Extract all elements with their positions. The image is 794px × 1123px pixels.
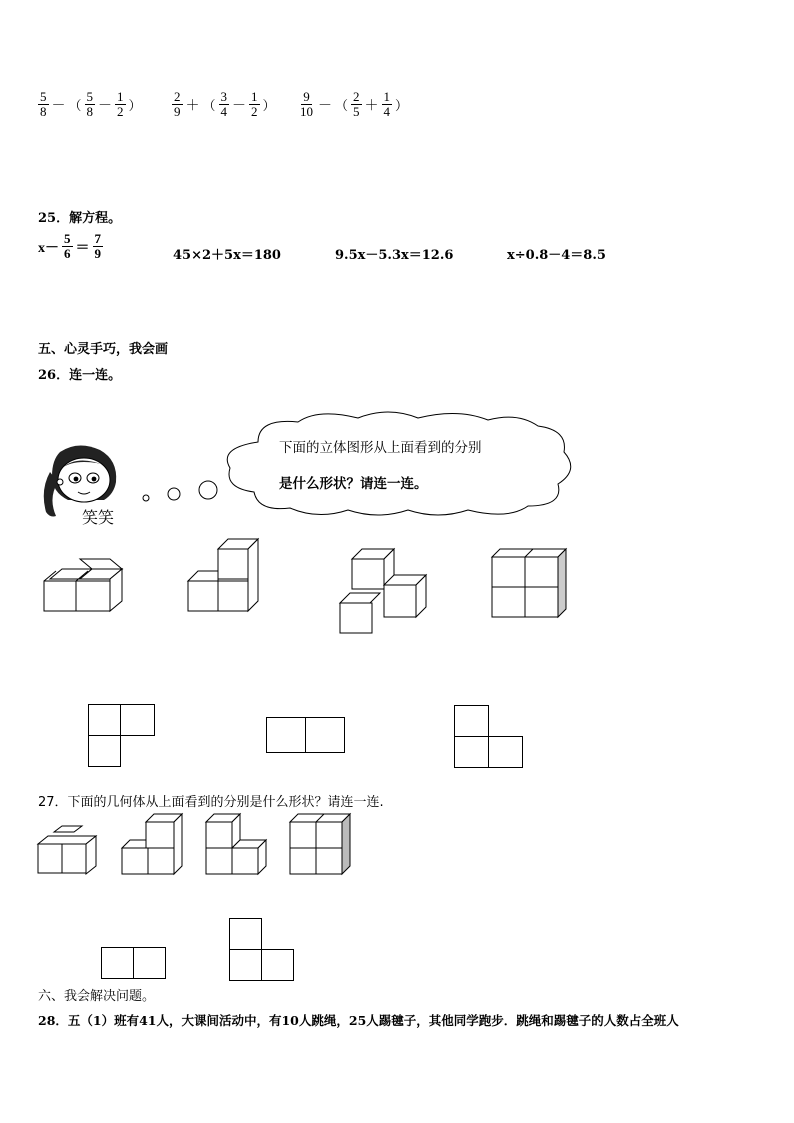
q27-solid-2 (122, 814, 184, 876)
equation-1: x－ $\frac{5}{6}$ ＝ $\frac{7}{9}$ (38, 231, 101, 261)
thought-cloud (218, 412, 580, 520)
fraction: $\frac{7}{9}$ (94, 231, 101, 261)
fraction: $\frac{1}{4}$ (383, 89, 391, 119)
solid-figure-3 (340, 549, 430, 635)
q27-solid-1 (38, 830, 100, 874)
top-view-3 (454, 705, 526, 769)
solid-figure-2 (188, 539, 266, 613)
fraction: $\frac{3}{4}$ (220, 89, 228, 119)
fraction: $\frac{1}{2}$ (251, 89, 258, 119)
fraction: $\frac{2}{9}$ (174, 89, 181, 119)
fraction: $\frac{2}{5}$ (353, 89, 360, 119)
fraction: $\frac{5}{8}$ (40, 89, 47, 119)
fraction: $\frac{1}{2}$ (117, 89, 124, 119)
bubble-text-line-1: 下面的立体图形从上面看到的分别 (279, 440, 482, 456)
fraction: $\frac{5}{6}$ (64, 231, 71, 261)
section-5-heading: 五、心灵手巧，我会画 (38, 342, 169, 357)
q25-title: 25．解方程。 (38, 211, 122, 226)
top-view-2 (266, 717, 346, 755)
calc-expression-3: $\frac{9}{10}$ － （ $\frac{2}{5}$ ＋ $\frac{1}{4}$ ） (300, 89, 409, 119)
solid-figure-4 (492, 549, 570, 619)
q27-solid-4 (290, 814, 352, 876)
q27-title: 27．下面的几何体从上面看到的分别是什么形状？请连一连. (38, 795, 384, 810)
thought-bubble-dots (138, 478, 222, 508)
bubble-text-line-2: 是什么形状？请连一连。 (279, 476, 428, 492)
section-6-heading: 六、我会解决问题。 (38, 989, 156, 1004)
equation-4: x÷0.8－4＝8.5 (507, 248, 606, 263)
calc-expression-1: $\frac{5}{8}$ － （ $\frac{5}{8}$ － $\frac{1}{2}$ ） (40, 89, 142, 119)
q27-top-view-2 (229, 918, 295, 982)
calc-expression-2: $\frac{2}{9}$ ＋ （ $\frac{3}{4}$ － $\frac{1}{2}$ ） (174, 89, 276, 119)
equation-3: 9.5x－5.3x＝12.6 (335, 248, 454, 263)
character-name-label: 笑笑 (82, 508, 115, 527)
q26-title: 26．连一连。 (38, 368, 122, 383)
q27-solid-3 (206, 814, 268, 876)
top-view-1 (88, 704, 158, 768)
q27-top-view-1 (101, 947, 167, 981)
fraction: $\frac{9}{10}$ (300, 89, 313, 119)
solid-figure-1 (44, 559, 124, 613)
fraction: $\frac{5}{8}$ (86, 89, 94, 119)
equation-2: 45×2＋5x＝180 (173, 248, 281, 263)
q28-text: 28．五（1）班有41人，大课间活动中，有10人跳绳，25人踢毽子，其他同学跑步．跳绳和踢毽子的人数占全班人 (38, 1013, 679, 1028)
